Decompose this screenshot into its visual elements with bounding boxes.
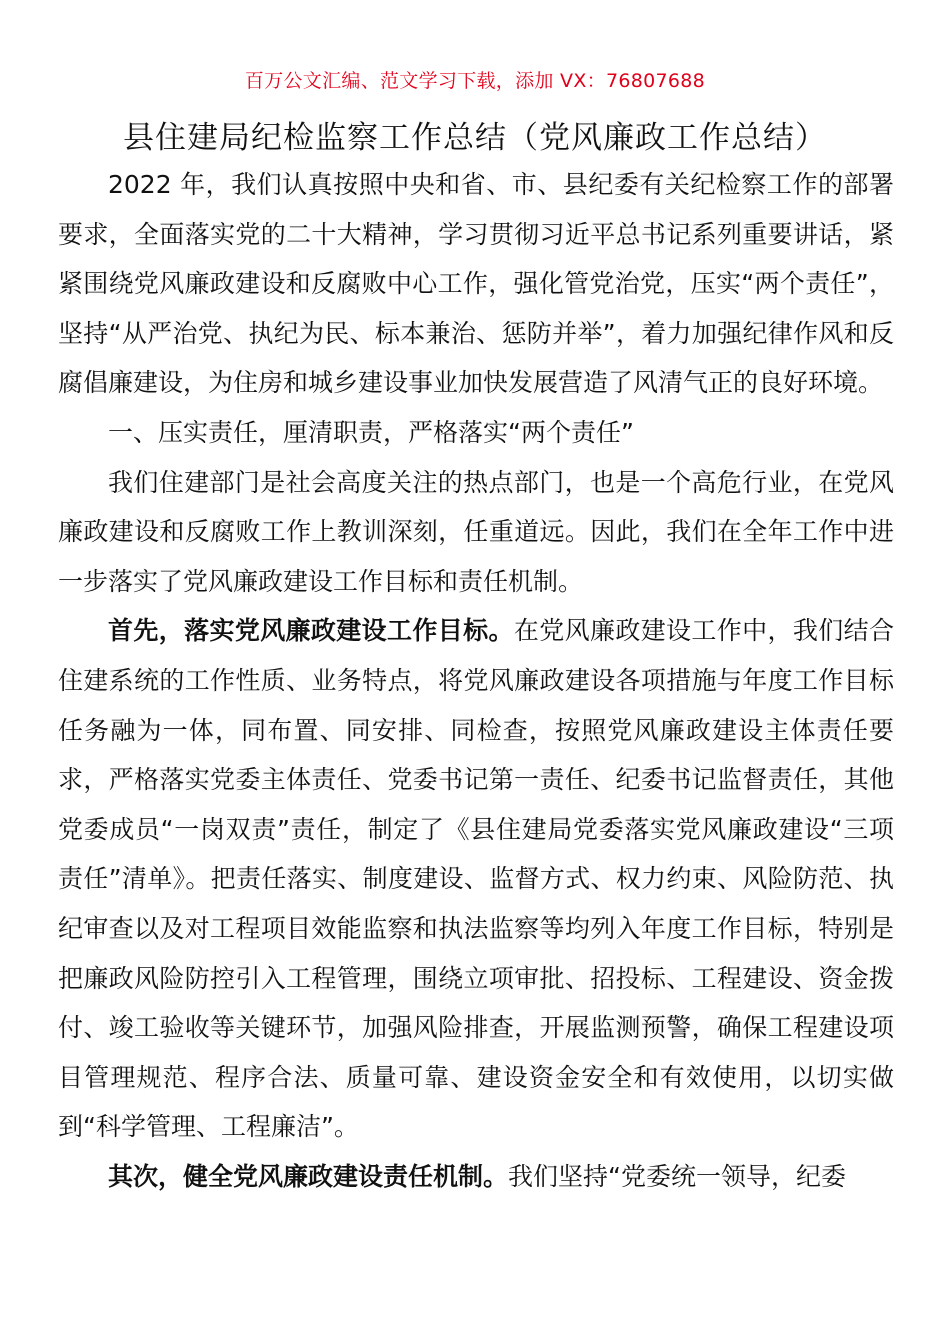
intro-paragraph: 2022 年，我们认真按照中央和省、市、县纪委有关纪检察工作的部署要求，全面落实党的二十大精神，学习贯彻习近平总书记系列重要讲话，紧紧围绕党风廉政建设和反腐败中心工作，强化管党治党，压实“两个责任”，坚持“从严治党、执纪为民、标本兼治、惩防并举”，着力加强纪律作风和反腐倡廉建设，为住房和城乡建设事业加快发展营造了风清气正的良好环境。 xyxy=(58,170,894,398)
document-title: 县住建局纪检监察工作总结（党风廉政工作总结） xyxy=(123,120,827,156)
paragraph-lead-first: 首先，落实党风廉政建设工作目标。 xyxy=(108,616,514,646)
paragraph-lead-second: 其次，健全党风廉政建设责任机制。 xyxy=(108,1161,509,1191)
section-heading-1: 一、压实责任，厘清职责，严格落实“两个责任” xyxy=(108,417,634,447)
document-body xyxy=(58,160,894,1201)
paragraph-body-first: 在党风廉政建设工作中，我们结合住建系统的工作性质、业务特点，将党风廉政建设各项措施与年度工作目标任务融为一体，同布置、同安排、同检查，按照党风廉政建设主体责任要求，严格落实党委主体责任、党委书记第一责任、纪委书记监督责任，其他党委成员“一岗双责”责任，制定了《县住建局党委落实党风廉政建设“三项责任”清单》。把责任落实、制度建设、监督方式、权力约束、风险防范、执纪审查以及对工程项目效能监察和执法监察等均列入年度工作目标，特别是把廉政风险防控引入工程管理，围绕立项审批、招投标、工程建设、资金拨付、竣工验收等关键环节，加强风险排查，开展监测预警，确保工程建设项目管理规范、程序合法、质量可靠、建设资金安全和有效使用，以切实做到“科学管理、工程廉洁”。 xyxy=(58,616,894,1142)
paragraph-second-measure xyxy=(58,1152,894,1202)
section1-paragraph: 我们住建部门是社会高度关注的热点部门，也是一个高危行业，在党风廉政建设和反腐败工作上教训深刻，任重道远。因此，我们在全年工作中进一步落实了党风廉政建设工作目标和责任机制。 xyxy=(58,467,894,596)
paragraph-first-measure xyxy=(58,606,894,1152)
paragraph-body-second: 我们坚持“党委统一领导，纪委 xyxy=(508,1161,846,1191)
header-promo-note: 百万公文汇编、范文学习下载，添加 VX：76807688 xyxy=(244,70,706,92)
